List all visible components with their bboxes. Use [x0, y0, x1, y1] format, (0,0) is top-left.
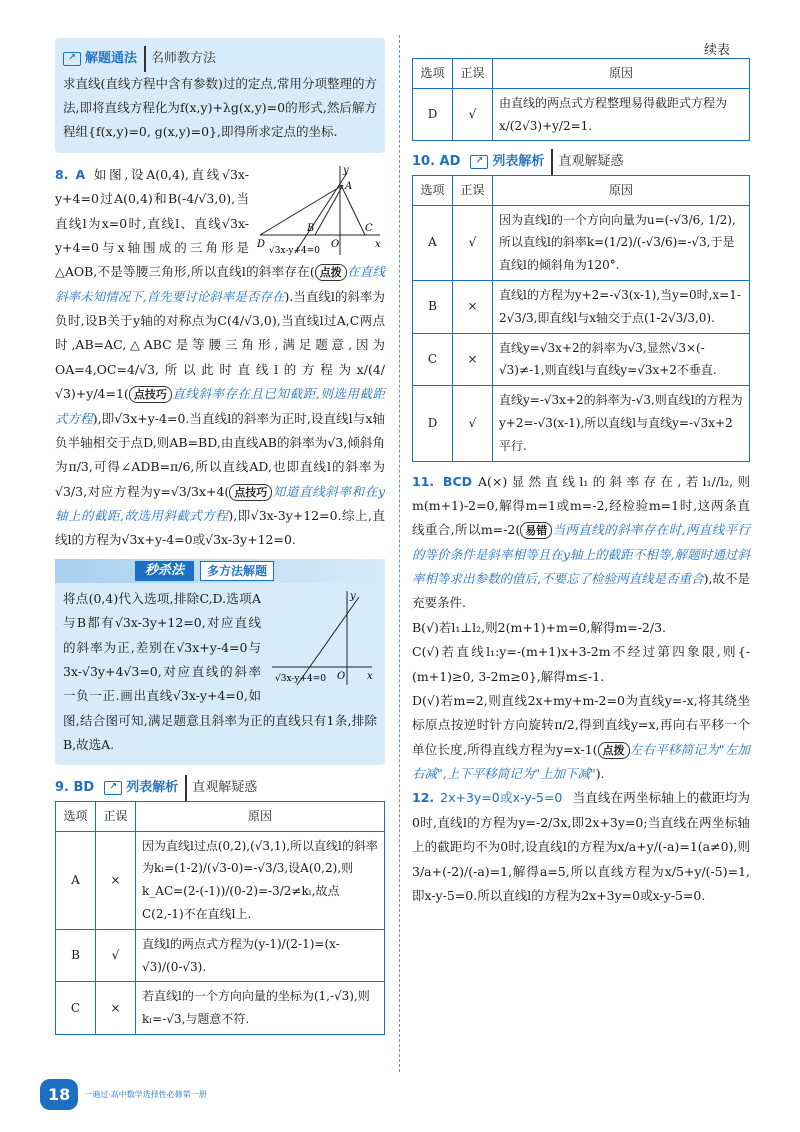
q9-tag: 列表解析: [126, 780, 179, 796]
q11-a: [412, 470, 750, 616]
chart-icon: ↗: [104, 781, 122, 795]
tip-tag-label: 解题通法: [85, 51, 138, 67]
q9-number: 9. BD: [55, 780, 95, 796]
svg-text:O: O: [337, 670, 346, 682]
table-row: [56, 929, 385, 982]
cell-reason: 直线l的两点式方程为(y-1)/(2-1)=(x-√3)/(0-√3).: [136, 929, 385, 982]
quick-figure-label: √3x-y+4=0: [275, 673, 327, 684]
q11-d-part2: ).: [595, 766, 605, 781]
hint-badge: 点拨: [598, 742, 630, 759]
quick-method-sub: 多方法解题: [200, 561, 274, 581]
q10-number: 10. AD: [412, 154, 461, 170]
q11-part2: ),故不是充要条件.: [412, 571, 750, 611]
q12-number: 12.: [412, 790, 435, 806]
cell-judge: √: [453, 386, 493, 461]
hint-badge: 点技巧: [229, 484, 272, 501]
page-caption: 一遍过·高中数学选择性必修第一册: [84, 1089, 207, 1099]
cell-reason: 直线y=-√3x+2的斜率为-√3,则直线l的方程为y+2=-√3(x-1),所以直线l与直线y=-√3x+2平行.: [493, 386, 750, 461]
tip-tag: [63, 46, 216, 71]
hint-badge: 点技巧: [129, 386, 172, 403]
cell-judge: ×: [96, 831, 136, 929]
tip-text: 求直线(直线方程中含有参数)过的定点,常用分项整理的方法,即将直线方程化为f(x,y)+λg(x,y)=0的形式,然后解方程组{f(x,y)=0, g(x,y)=0},即得所求定点的坐标.: [63, 75, 377, 140]
table-row: [413, 386, 750, 461]
q12-answer: 2x+3y=0或x-y-5=0: [440, 790, 563, 806]
cell-option: C: [413, 333, 453, 386]
q11-b: B(√)若l₁⊥l₂,则2(m+1)+m=0,解得m=-2/3.: [412, 619, 667, 635]
svg-text:D: D: [257, 238, 266, 250]
svg-text:x: x: [367, 670, 373, 682]
col-judge: 正误: [96, 801, 136, 831]
table-row: [56, 831, 385, 929]
svg-text:y: y: [343, 164, 349, 176]
svg-text:B: B: [307, 222, 315, 234]
q8-figure: [255, 163, 385, 258]
cell-reason: 因为直线l过点(0,2),(√3,1),所以直线l的斜率为kₗ=(1-2)/(√3-0)=-√3/3,设A(0,2),则k_AC=(2-(-1))/(0-2)=-3/2≠kₗ,故点C(2,-1)不在直线l上.: [136, 831, 385, 929]
q9-table: [55, 801, 385, 1035]
svg-text:O: O: [331, 238, 340, 250]
q10-tag: 列表解析: [492, 154, 545, 170]
cell-judge: ×: [453, 333, 493, 386]
col-option: 选项: [56, 801, 96, 831]
cell-option: D: [413, 386, 453, 461]
col-reason: 原因: [493, 175, 750, 205]
table-row: [413, 333, 750, 386]
col-reason: 原因: [136, 801, 385, 831]
col-option: 选项: [413, 175, 453, 205]
q8-figure-label: √3x-y+4=0: [269, 245, 321, 256]
cell-reason: 直线y=√3x+2的斜率为√3,显然√3×(-√3)≠-1,则直线l与直线y=√3x+2不垂直.: [493, 333, 750, 386]
q8-hint3: 知道直线斜率和在y轴上的截距,故选用斜截式方程: [55, 483, 386, 524]
col-option: 选项: [413, 59, 453, 89]
table-row: [413, 88, 750, 141]
q11-d-part1: D(√)若m=2,则直线2x+my+m-2=0为直线y=-x,将其绕坐标原点按逆时针方向旋转π/2,得到直线y=x,再向右平移一个单位长度,所得直线方程为y=x-1(: [412, 692, 750, 757]
col-judge: 正误: [453, 59, 493, 89]
q9-sub: 直观解疑惑: [185, 775, 257, 800]
q11-hint2: 左右平移简记为"左加右减",上下平移简记为"上加下减": [412, 741, 750, 781]
q11-hint: 当两直线的斜率存在时,两直线平行的等价条件是斜率相等且在y轴上的截距不相等,解题时通过斜率相等求出参数的值后,不要忘了检验两直线是否重合: [412, 522, 750, 586]
table-row: [413, 205, 750, 280]
cell-judge: √: [453, 205, 493, 280]
cell-reason: 由直线的两点式方程整理易得截距式方程为x/(2√3)+y/2=1.: [493, 88, 750, 141]
quick-method-text: 将点(0,4)代入选项,排除C,D.选项A与B都有√3x-3y+12=0,对应直线的斜率为正,差别在√3x+y-4=0与3x-√3y+4√3=0,对应直线的斜率一负一正.画出直线√3x-y+4=0,如图,结合图可知,满足题意且斜率为正的直线只有1条,排除B,故选A.: [63, 590, 377, 753]
cell-reason: 因为直线l的一个方向向量为u=(-√3/6, 1/2),所以直线l的斜率k=(1/2)/(-√3/6)=-√3,于是直线l的倾斜角为120°.: [493, 205, 750, 280]
table-row: [56, 982, 385, 1035]
svg-text:A: A: [345, 180, 353, 192]
q12-body: 当直线在两坐标轴上的截距均为0时,直线l的方程为y=-2/3x,即2x+3y=0;当直线在两坐标轴上的截距均不为0时,设直线l的方程为x/a+y/(-a)=1(a≠0),则3/a+(-2)/(-a)=1,解得a=5,所以直线方程为x/5+y/(-5)=1,即x-y-5=0.所以直线l的方程为2x+3y=0或x-y-5=0.: [412, 790, 750, 903]
table-row: [413, 280, 750, 333]
left-column: [55, 38, 385, 1043]
cell-option: B: [56, 929, 96, 982]
cell-judge: ×: [96, 982, 136, 1035]
q8-part3: ),即√3x+y-4=0.当直线l的斜率为正时,设直线l与x轴负半轴相交于点D,则AB=BD,由直线AB的斜率为√3,倾斜角为π/3,可得∠ADB=π/6,所以直线AD,也即直线l的斜率为√3/3,对应方程为y=√3/3x+4(: [55, 410, 385, 499]
cell-option: D: [413, 88, 453, 141]
chart-icon: ↗: [63, 52, 81, 66]
svg-text:C: C: [365, 222, 373, 234]
col-judge: 正误: [453, 175, 493, 205]
q11-part1: A(×)显然直线l₁的斜率存在,若l₁//l₂,则m(m+1)-2=0,解得m=1或m=-2,经检验m=1时,这两条直线重合,所以m=-2(: [412, 473, 750, 538]
q11-c: C(√)若直线l₁:y=-(m+1)x+3-2m不经过第四象限,则{-(m+1)≥0, 3-2m≥0},解得m≤-1.: [412, 644, 750, 684]
cell-judge: ×: [453, 280, 493, 333]
tip-sub-label: 名师教方法: [144, 46, 216, 71]
svg-text:x: x: [375, 238, 381, 250]
cell-option: C: [56, 982, 96, 1035]
error-badge: 易错: [520, 522, 552, 539]
question-9: [55, 775, 385, 1035]
quick-method-figure: [267, 587, 377, 687]
question-11: [412, 470, 750, 787]
q8-hint2: 直线斜率存在且已知截距,则选用截距式方程: [55, 386, 385, 426]
hint-badge: 点拨: [315, 264, 347, 281]
cell-reason: 直线l的方程为y+2=-√3(x-1),当y=0时,x=1-2√3/3,即直线l与x轴交于点(1-2√3/3,0).: [493, 280, 750, 333]
q8-part2: ).当直线l的斜率为负时,设B关于y轴的对称点为C(4/√3,0),当直线l过A,C两点时,AB=AC,△ABC是等腰三角形,满足题意,因为OA=4,OC=4/√3,所以此时直线l的方程为x/(4/√3)+y/4=1(: [55, 288, 385, 402]
page-footer: [40, 1079, 207, 1110]
svg-text:y: y: [350, 590, 356, 602]
question-10: [412, 149, 750, 461]
cell-option: A: [56, 831, 96, 929]
q11-number: 11. BCD: [412, 473, 472, 489]
cell-reason: 若直线l的一个方向向量的坐标为(1,-√3),则kₗ=-√3,与题意不符.: [136, 982, 385, 1035]
q9-header: [55, 775, 257, 800]
q8-part1: 如图,设A(0,4),直线√3x-y+4=0过A(0,4)和B(-4/√3,0),当直线l为x=0时,直线l、直线√3x-y+4=0与x轴围成的三角形是△AOB,不是等腰三角形,所以直线l的斜率存在(: [55, 166, 315, 280]
chart-icon: ↗: [470, 155, 488, 169]
right-column: [412, 58, 750, 908]
quick-method-title: 秒杀法: [135, 561, 194, 581]
q12-text: [412, 786, 750, 908]
q8-part4: ),即√3x-3y+12=0.综上,直线l的方程为√3x+y-4=0或√3x-3y+12=0.: [55, 508, 385, 548]
tip-box: [55, 38, 385, 153]
continued-label: 续表: [703, 43, 730, 58]
col-reason: 原因: [493, 59, 750, 89]
q10-sub: 直观解疑惑: [551, 149, 623, 174]
question-12: [412, 786, 750, 908]
cell-option: B: [413, 280, 453, 333]
q10-header: [412, 149, 623, 174]
cell-judge: √: [453, 88, 493, 141]
quick-method-box: [55, 559, 385, 766]
page-number: 18: [40, 1079, 78, 1110]
q9-table-continued: [412, 58, 750, 141]
cell-option: A: [413, 205, 453, 280]
q11-d: [412, 689, 750, 787]
q8-hint1: 在直线斜率未知情况下,首先要讨论斜率是否存在: [55, 264, 385, 304]
cell-judge: √: [96, 929, 136, 982]
question-8: [55, 163, 385, 553]
q8-number: 8. A: [55, 166, 86, 182]
q10-table: [412, 175, 750, 462]
column-divider: [399, 35, 400, 1072]
quick-method-header: [55, 559, 385, 583]
